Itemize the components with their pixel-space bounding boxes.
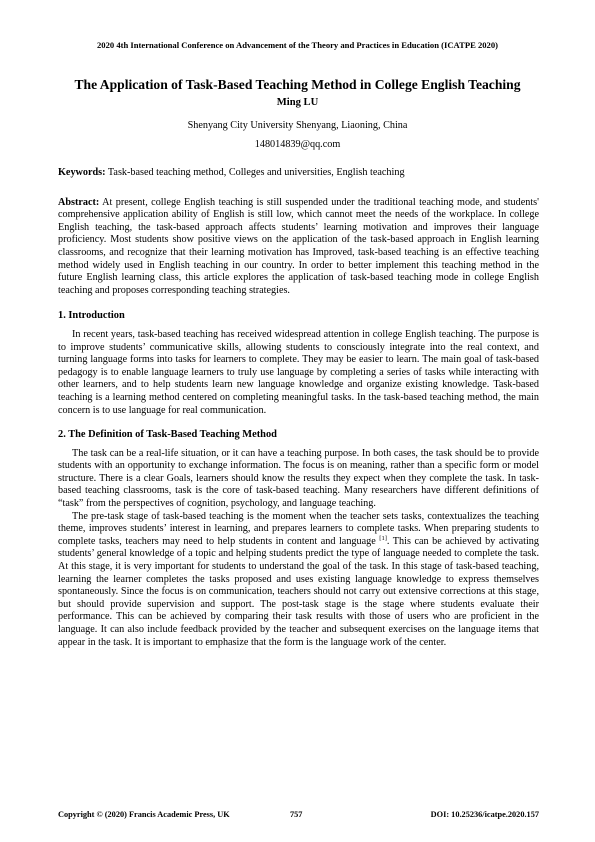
copyright-notice: Copyright © (2020) Francis Academic Press, UK [58, 810, 230, 819]
paragraph-text: The pre-task stage of task-based teaching is the moment when the teacher sets tasks, contextualizes the teaching theme, improves students’ interest in learning, and prepares learners to complete tasks. When preparing students to complete tasks, teachers may need to help students in content and language [58, 510, 539, 547]
citation-reference[interactable]: [1] [379, 534, 387, 542]
section-heading: 1. Introduction [58, 310, 125, 322]
author-affiliation: Shenyang City University Shenyang, Liaoning, China [187, 120, 408, 131]
keywords [58, 167, 539, 180]
section-heading: 2. The Definition of Task-Based Teaching Method [58, 429, 277, 441]
abstract [58, 197, 539, 298]
paper-body [58, 167, 539, 661]
doi[interactable]: DOI: 10.25236/icatpe.2020.157 [430, 810, 539, 819]
abstract-label: Abstract: [58, 196, 100, 208]
paragraph: In recent years, task-based teaching has received widespread attention in college English teaching. The purpose is to improve students’ communicative skills, allowing students to consciously integrate into the real context, and turning language forms into tasks for learners to complete. They may be easier to learn. The main goal of task-based pedagogy is to enable language learners to truly use language by completing a series of tasks while interacting with other learners, and to help students learn new language knowledge and organize existing knowledge. Task-based teaching is a learning method centered on completing meaningful tasks. In the task-based teaching method, the main concern is to use language for real communication. [58, 328, 539, 416]
author-email[interactable]: 148014839@qq.com [254, 139, 341, 150]
paragraph: The task can be a real-life situation, or it can have a teaching purpose. In both cases, the task should be to provide students with an opportunity to exchange information. The focus is on meaning, rather than a specific form or model structure. There is a clear Goals, learners should know the results they expect when they complete the task. In task-based teaching classrooms, task is the core of task-based teaching. Many researchers have different definitions of “task” from the perspectives of cognition, psychology, and language teaching. [58, 447, 539, 510]
keywords-text: Task-based teaching method, Colleges and universities, English teaching [105, 167, 405, 178]
author-name: Ming LU [276, 97, 319, 108]
paragraph [58, 511, 539, 650]
paper-title: The Application of Task-Based Teaching Method in College English Teaching [74, 77, 521, 92]
paragraph-text: . This can be achieved by activating students’ general knowledge of a topic and helping students predict the type of language needed to complete the task. At this stage, it is very important for students to understand the goal of the task. In this stage of task-based teaching, learning the learner completes the tasks proposed and uses existing language knowledge to express themselves spontaneously. Since the focus is on communication, teachers should not carry out extensive corrections at this stage, but should provide supervision and support. The post-task stage is the stage where students evaluate their performance. This can be achieved by comparing their task results with those of users who are proficient in the language. It can also include feedback provided by the teacher and subsequent exercises on the language items that appear in the task. It is important to emphasize that the form is the language work of the center. [58, 535, 539, 648]
section-definition [58, 429, 539, 649]
page-number: 757 [290, 810, 303, 819]
keywords-label: Keywords: [58, 167, 106, 178]
abstract-text: At present, college English teaching is still suspended under the traditional teaching mode, and students' comprehensive application ability of English is still low, which cannot meet the needs of the workplace. In college English teaching, the task-based approach affects students’ learning motivation and improves their language proficiency. Most students show positive views on the application of the task-based approach in English learning classrooms, and recognize that their learning motivation has Improved, task-based teaching is an effective teaching method widely used in English teaching in our country. In order to better implement this teaching method in the future English learning class, this article explores the application of task-based teaching mode in college English teaching and proposes corresponding teaching strategies. [58, 196, 539, 296]
conference-header: 2020 4th International Conference on Advancement of the Theory and Practices in Education (ICATPE 2020) [96, 40, 499, 50]
section-introduction [58, 310, 539, 417]
